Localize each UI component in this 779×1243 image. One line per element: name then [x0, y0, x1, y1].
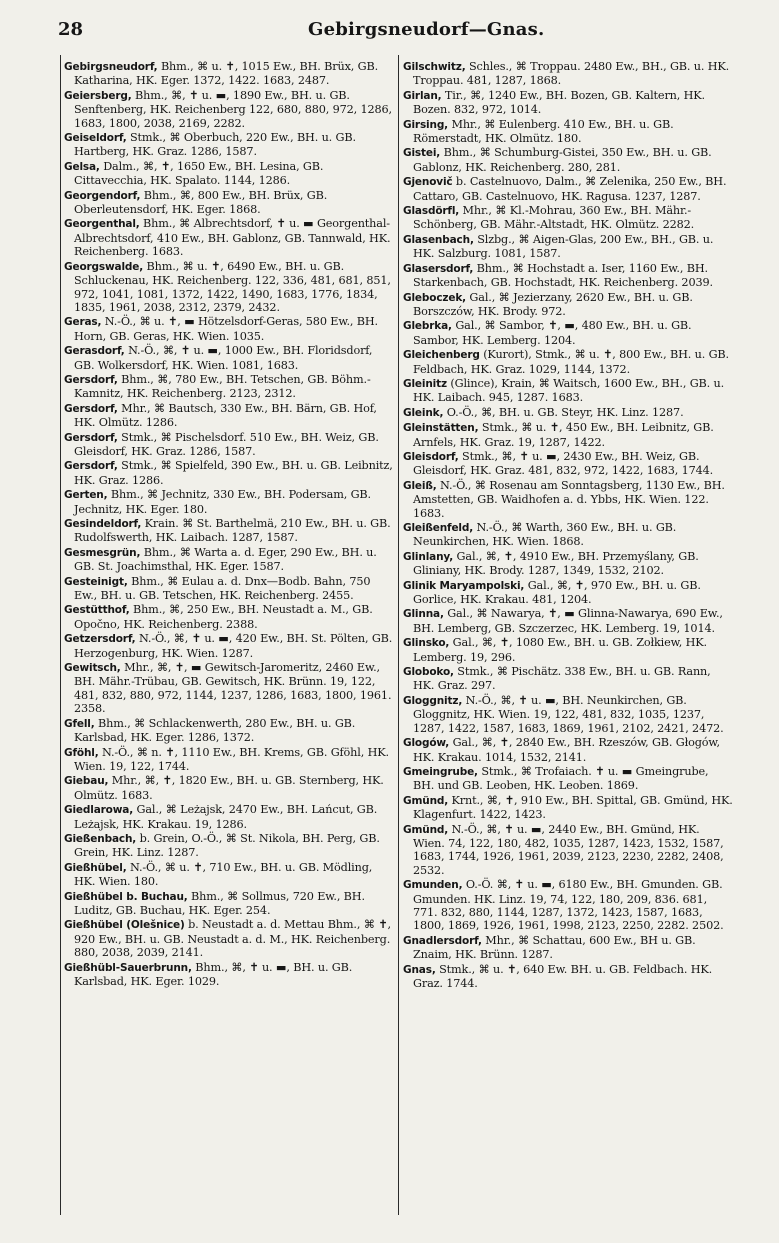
gazetteer-entry: [64, 189, 394, 217]
entry-text: Mhr., ⌘ Eulenberg. 410 Ew., BH. u. GB. Römerstadt, HK. Olmütz. 180.: [413, 117, 674, 146]
entry-text: Stmk., ⌘ u. ✝, 450 Ew., BH. Leibnitz, GB. Arnfels, HK. Graz. 19, 1287, 1422.: [413, 421, 714, 449]
gazetteer-entry: [64, 746, 394, 774]
gazetteer-entry: [64, 131, 394, 159]
gazetteer-entry: [64, 60, 394, 88]
entry-headword: Globoko,: [403, 666, 454, 679]
entry-text: Bhm., ⌘ Schumburg-Gistei, 350 Ew., BH. u. GB. Gablonz, HK. Reichenberg. 280, 281.: [413, 146, 712, 174]
entry-headword: Gleboczek,: [403, 291, 466, 304]
entry-headword: Geiersberg,: [64, 89, 132, 102]
entry-headword: Gleisdorf,: [403, 450, 459, 463]
entry-headword: Giedlarowa,: [64, 804, 134, 817]
gazetteer-entry: [403, 934, 733, 962]
entry-text: Stmk., ⌘, ✝ u. ▬, 2430 Ew., BH. Weiz, GB. Gleisdorf, HK. Graz. 481, 832, 972, 1422, 1683, 1744.: [413, 449, 714, 478]
entry-text: Bhm., ⌘, 800 Ew., BH. Brüx, GB. Oberleutensdorf, HK. Eger. 1868.: [74, 188, 328, 217]
entry-text: Gal., ⌘ Nawarya, ✝, ▬ Glinna-Nawarya, 690 Ew., BH. Lemberg, GB. Szczerzec, HK. Lemberg. 19, 1014.: [413, 607, 723, 635]
gazetteer-entry: [403, 765, 733, 793]
entry-text: Gal., ⌘, ✝, 2840 Ew., BH. Rzeszów, GB. Głogów, HK. Krakau. 1014, 1532, 2141.: [413, 736, 720, 764]
entry-headword: Gersdorf,: [64, 431, 118, 444]
entry-text: N.-Ö., ⌘, ✝ u. ▬, BH. Neunkirchen, GB. Gloggnitz, HK. Wien. 19, 122, 481, 832, 1035, 1237, 1287, 1422, 1587, 1683, 1869, 1961, 2102, 2421, 2472.: [413, 693, 724, 735]
entry-text: Bhm., ⌘ Albrechtsdorf, ✝ u. ▬ Georgenthal-Albrechtsdorf, 410 Ew., BH. Gablonz, GB. Tannwald, HK. Reichenberg. 1683.: [74, 217, 391, 259]
entry-headword: Gmeingrube,: [403, 765, 478, 778]
entry-text: b. Castelnuovo, Dalm., ⌘ Zelenika, 250 Ew., BH. Cattaro, GB. Castelnuovo, HK. Ragusa. 1237, 1287.: [413, 175, 727, 203]
gazetteer-entry: [64, 373, 394, 401]
entry-text: Krnt., ⌘, ✝, 910 Ew., BH. Spittal, GB. Gmünd, HK. Klagenfurt. 1422, 1423.: [413, 793, 733, 822]
entry-text: N.-Ö., ⌘ Rosenau am Sonntagsberg, 1130 Ew., BH. Amstetten, GB. Waidhofen a. d. Ybbs, HK. Wien. 122. 1683.: [413, 478, 725, 520]
entry-text: Slzbg., ⌘ Aigen-Glas, 200 Ew., BH., GB. u. HK. Salzburg. 1081, 1587.: [413, 232, 714, 261]
entry-text: Stmk., ⌘ Spielfeld, 390 Ew., BH. u. GB. Leibnitz, HK. Graz. 1286.: [74, 459, 393, 487]
entry-text: Bhm., ⌘ Warta a. d. Eger, 290 Ew., BH. u. GB. St. Joachimsthal, HK. Eger. 1587.: [74, 545, 377, 574]
gazetteer-entry: [64, 961, 394, 989]
entry-text: N.-Ö., ⌘ n. ✝, 1110 Ew., BH. Krems, GB. Gföhl, HK. Wien. 19, 122, 1744.: [74, 745, 389, 773]
entry-text: (Glince), Krain, ⌘ Waitsch, 1600 Ew., BH., GB. u. HK. Laibach. 945, 1287. 1683.: [413, 376, 725, 405]
entry-text: N.-Ö., ⌘ u. ✝, ▬ Hötzelsdorf-Geras, 580 Ew., BH. Horn, GB. Geras, HK. Wien. 1035.: [74, 315, 378, 343]
entry-headword: Glasersdorf,: [403, 262, 474, 275]
entry-headword: Gleinstätten,: [403, 422, 479, 435]
gazetteer-entry: [403, 794, 733, 822]
entry-text: Mhr., ⌘, ✝, 1820 Ew., BH. u. GB. Sternberg, HK. Olmütz. 1683.: [74, 774, 384, 802]
entry-headword: Glinlany,: [403, 550, 454, 563]
entry-text: Tir., ⌘, 1240 Ew., BH. Bozen, GB. Kaltern, HK. Bozen. 832, 972, 1014.: [413, 88, 705, 117]
column-divider: [398, 55, 399, 1215]
entry-headword: Gebirgsneudorf,: [64, 61, 158, 73]
entry-headword: Gmunden,: [403, 879, 463, 892]
gazetteer-entry: [64, 603, 394, 631]
entry-headword: Gföhl,: [64, 746, 99, 759]
gazetteer-entry: [403, 421, 733, 449]
gazetteer-entry: [403, 878, 733, 933]
gazetteer-entry: [403, 146, 733, 174]
entry-text: Bhm., ⌘, ✝ u. ▬, 1890 Ew., BH. u. GB. Senftenberg, HK. Reichenberg 122, 680, 880, 972, 1286, 1683, 1800, 2038, 2169, 2282.: [74, 88, 392, 130]
entry-text: N.-Ö., ⌘ Warth, 360 Ew., BH. u. GB. Neunkirchen, HK. Wien. 1868.: [413, 521, 677, 549]
entry-headword: Gießenbach,: [64, 832, 137, 845]
entry-headword: Geras,: [64, 316, 102, 329]
gazetteer-entry: [403, 694, 733, 735]
entry-headword: Georgendorf,: [64, 189, 141, 202]
gazetteer-entry: [403, 377, 733, 405]
entry-headword: Glinik Maryampolski,: [403, 579, 525, 592]
running-head: Gebirgsneudorf—Gnas.: [308, 19, 545, 40]
entry-text: Gal., ⌘ Jezierzany, 2620 Ew., BH. u. GB. Borszczów, HK. Brody. 972.: [413, 290, 693, 318]
entry-text: Bhm., ⌘, 250 Ew., BH. Neustadt a. M., GB. Opočno, HK. Reichenberg. 2388.: [74, 603, 373, 631]
gazetteer-entry: [403, 607, 733, 635]
gazetteer-entry: [64, 217, 394, 258]
entry-text: N.-Ö., ⌘, ✝ u. ▬, 420 Ew., BH. St. Pölten, GB. Herzogenburg, HK. Wien. 1287.: [74, 632, 393, 660]
page-number: 28: [58, 19, 84, 40]
gazetteer-entry: [403, 319, 733, 347]
entry-headword: Gleiß,: [403, 479, 437, 492]
gazetteer-entry: [403, 823, 733, 878]
entry-text: Dalm., ⌘, ✝, 1650 Ew., BH. Lesina, GB. Cittavecchia, HK. Spalato. 1144, 1286.: [74, 159, 324, 188]
entry-text: N.-Ö., ⌘, ✝ u. ▬, 1000 Ew., BH. Floridsdorf, GB. Wolkersdorf, HK. Wien. 1081, 1683.: [74, 344, 373, 372]
entry-headword: Geiseldorf,: [64, 132, 127, 145]
entry-headword: Gewitsch,: [64, 662, 121, 675]
entry-headword: Glinna,: [403, 608, 444, 621]
entry-text: Bhm., ⌘ Hochstadt a. Iser, 1160 Ew., BH. Starkenbach, GB. Hochstadt, HK. Reichenberg. 2039.: [413, 261, 713, 290]
gazetteer-entry: [403, 118, 733, 146]
entry-text: Bhm., ⌘ u. ✝, 6490 Ew., BH. u. GB. Schluckenau, HK. Reichenberg. 122, 336, 481, 681, 851, 972, 1041, 1081, 1372, 1422, 1490, 1683, 1776, 1834, 1835, 1961, 2038, 2312, 2379, 2432.: [74, 259, 391, 314]
gazetteer-entry: [403, 665, 733, 693]
gazetteer-entry: [64, 315, 394, 343]
page-header: [58, 13, 739, 43]
entry-headword: Gießhübel (Olešnice): [64, 919, 185, 932]
gazetteer-entry: [64, 459, 394, 487]
entry-text: O.-Ö., ⌘, BH. u. GB. Steyr, HK. Linz. 1287.: [443, 405, 684, 419]
entry-headword: Gesindeldorf,: [64, 518, 142, 530]
entry-headword: Gießhübel,: [64, 861, 127, 874]
gazetteer-entry: [403, 736, 733, 764]
entry-headword: Gnadlersdorf,: [403, 934, 482, 947]
entry-text: Bhm., ⌘ Jechnitz, 330 Ew., BH. Podersam, GB. Jechnitz, HK. Eger. 180.: [74, 488, 371, 516]
entry-text: Mhr., ⌘ Schattau, 600 Ew., BH u. GB. Znaim, HK. Brünn. 1287.: [413, 933, 696, 962]
entry-headword: Gilschwitz,: [403, 61, 466, 73]
gazetteer-entry: [64, 344, 394, 372]
entry-text: N.-Ö., ⌘ u. ✝, 710 Ew., BH. u. GB. Mödling, HK. Wien. 180.: [74, 860, 373, 889]
entry-headword: Gistei,: [403, 147, 441, 160]
left-column-rule: [60, 55, 61, 1215]
entry-headword: Girlan,: [403, 89, 442, 102]
entry-text: (Kurort), Stmk., ⌘ u. ✝, 800 Ew., BH. u. GB. Feldbach, HK. Graz. 1029, 1144, 1372.: [413, 348, 729, 376]
entry-headword: Gfell,: [64, 717, 95, 730]
entry-text: Stmk., ⌘ Oberbuch, 220 Ew., BH. u. GB. Hartberg, HK. Graz. 1286, 1587.: [74, 131, 356, 159]
entry-headword: Glebrka,: [403, 320, 452, 333]
entry-headword: Gerasdorf,: [64, 345, 125, 358]
entry-headword: Glogów,: [403, 737, 450, 750]
gazetteer-entry: [403, 262, 733, 290]
entry-headword: Gestütthof,: [64, 604, 130, 617]
entry-text: Stmk., ⌘ Pischelsdorf. 510 Ew., BH. Weiz, GB. Gleisdorf, HK. Graz. 1286, 1587.: [74, 430, 379, 458]
gazetteer-entry: [64, 803, 394, 831]
gazetteer-entry: [64, 832, 394, 860]
entry-headword: Gersdorf,: [64, 402, 118, 415]
entry-headword: Georgenthal,: [64, 218, 140, 231]
gazetteer-entry: [64, 89, 394, 130]
entry-text: Stmk., ⌘ Trofaiach. ✝ u. ▬ Gmeingrube, BH. und GB. Leoben, HK. Leoben. 1869.: [413, 764, 709, 793]
gazetteer-entry: [64, 546, 394, 574]
gazetteer-entry: [403, 233, 733, 261]
gazetteer-entry: [64, 575, 394, 603]
entry-text: Bhm., ⌘, ✝ u. ▬, BH. u. GB. Karlsbad, HK. Eger. 1029.: [74, 960, 353, 988]
gazetteer-entry: [403, 89, 733, 117]
gazetteer-entry: [64, 160, 394, 188]
entry-text: Bhm., ⌘ u. ✝, 1015 Ew., BH. Brüx, GB. Katharina, HK. Eger. 1372, 1422. 1683, 2487.: [74, 60, 378, 88]
entry-headword: Getzersdorf,: [64, 633, 136, 646]
entry-headword: Gleißenfeld,: [403, 522, 474, 534]
entry-text: Bhm., ⌘, 780 Ew., BH. Tetschen, GB. Böhm.-Kamnitz, HK. Reichenberg. 2123, 2312.: [74, 372, 371, 401]
gazetteer-entry: [403, 175, 733, 203]
gazetteer-entry: [64, 918, 394, 959]
entry-text: b. Neustadt a. d. Mettau Bhm., ⌘ ✝, 920 Ew., BH. u. GB. Neustadt a. d. M., HK. Reichenberg. 880, 2038, 2039, 2141.: [74, 918, 391, 960]
entry-headword: Giebau,: [64, 775, 109, 788]
entry-headword: Gesteinigt,: [64, 575, 128, 588]
entry-headword: Gerten,: [64, 489, 108, 502]
gazetteer-entry: [64, 661, 394, 716]
entry-headword: Gersdorf,: [64, 460, 118, 473]
gazetteer-entry: [64, 260, 394, 315]
gazetteer-entry: [64, 431, 394, 459]
entry-headword: Gmünd,: [403, 823, 449, 836]
entry-headword: Glinsko,: [403, 637, 450, 650]
gazetteer-entry: [403, 348, 733, 376]
entry-text: Schles., ⌘ Troppau. 2480 Ew., BH., GB. u. HK. Troppau. 481, 1287, 1868.: [413, 60, 730, 88]
entry-headword: Gesmesgrün,: [64, 546, 141, 559]
entry-text: b. Grein, O.-Ö., ⌘ St. Nikola, BH. Perg, GB. Grein, HK. Linz. 1287.: [74, 831, 380, 860]
entry-headword: Gmünd,: [403, 794, 449, 807]
entry-headword: Gleinitz: [403, 377, 447, 390]
entry-text: Krain. ⌘ St. Barthelmä, 210 Ew., BH. u. GB. Rudolfswerth, HK. Laibach. 1287, 1587.: [74, 517, 391, 545]
entry-headword: Girsing,: [403, 118, 449, 131]
entry-headword: Glasdörfl,: [403, 205, 460, 218]
entry-text: Mhr., ⌘ Kl.-Mohrau, 360 Ew., BH. Mähr.-Schönberg, GB. Mähr.-Altstadt, HK. Olmütz. 2282.: [413, 204, 695, 232]
entry-text: O.-Ö. ⌘, ✝ u. ▬, 6180 Ew., BH. Gmunden. GB. Gmunden. HK. Linz. 19, 74, 122, 180, 209, 836. 681, 771. 832, 880, 1144, 1287, 1372, 1423, 1587, 1683, 1800, 1869, 1926, 1961, 1998, 2123, 2250, 2282. 2502.: [413, 878, 724, 933]
left-column: [64, 60, 394, 989]
entry-headword: Gelsa,: [64, 160, 100, 173]
entry-text: Stmk., ⌘ Pischätz. 338 Ew., BH. u. GB. Rann, HK. Graz. 297.: [413, 665, 711, 693]
gazetteer-entry: [64, 632, 394, 660]
gazetteer-entry: [403, 60, 733, 88]
gazetteer-entry: [64, 717, 394, 745]
entry-text: Gal., ⌘ Sambor, ✝, ▬, 480 Ew., BH. u. GB. Sambor, HK. Lemberg. 1204.: [413, 319, 692, 347]
entry-text: Gal., ⌘ Leżajsk, 2470 Ew., BH. Lańcut, GB. Leżajsk, HK. Krakau. 19, 1286.: [74, 803, 378, 831]
entry-headword: Gnas,: [403, 963, 436, 976]
entry-text: Gal., ⌘, ✝, 4910 Ew., BH. Przemyślany, GB. Gliniany, HK. Brody. 1287, 1349, 1532, 2102.: [413, 549, 699, 578]
entry-headword: Gießhübl-Sauerbrunn,: [64, 961, 192, 974]
gazetteer-entry: [403, 579, 733, 607]
gazetteer-entry: [403, 406, 733, 420]
entry-text: Bhm., ⌘ Eulau a. d. Dnx—Bodb. Bahn, 750 Ew., BH. u. GB. Tetschen, HK. Reichenberg. 2455.: [74, 574, 371, 603]
gazetteer-entry: [64, 890, 394, 918]
gazetteer-entry: [403, 479, 733, 520]
gazetteer-entry: [403, 550, 733, 578]
gazetteer-entry: [403, 204, 733, 232]
entry-headword: Gersdorf,: [64, 373, 118, 386]
entry-text: Bhm., ⌘ Schlackenwerth, 280 Ew., BH. u. GB. Karlsbad, HK. Eger. 1286, 1372.: [74, 716, 356, 745]
gazetteer-entry: [64, 774, 394, 802]
gazetteer-entry: [64, 402, 394, 430]
gazetteer-entry: [64, 517, 394, 545]
gazetteer-entry: [64, 488, 394, 516]
entry-text: Gal., ⌘, ✝, 970 Ew., BH. u. GB. Gorlice, HK. Krakau. 481, 1204.: [413, 578, 701, 607]
gazetteer-entry: [403, 450, 733, 478]
entry-text: Bhm., ⌘ Sollmus, 720 Ew., BH. Luditz, GB. Buchau, HK. Eger. 254.: [74, 889, 365, 917]
entry-headword: Georgswalde,: [64, 260, 144, 273]
entry-headword: Glasenbach,: [403, 233, 474, 246]
gazetteer-entry: [64, 861, 394, 889]
entry-text: Stmk., ⌘ u. ✝, 640 Ew. BH. u. GB. Feldbach. HK. Graz. 1744.: [413, 962, 713, 990]
gazetteer-entry: [403, 291, 733, 319]
entry-text: N.-Ö., ⌘, ✝ u. ▬, 2440 Ew., BH. Gmünd, HK. Wien. 74, 122, 180, 482, 1035, 1287, 1423, 1532, 1587, 1683, 1744, 1926, 1961, 2039, 2123, 2230, 2282, 2408, 2532.: [413, 822, 724, 877]
gazetteer-entry: [403, 636, 733, 664]
entry-text: Gal., ⌘, ✝, 1080 Ew., BH. u. GB. Zołkiew, HK. Lemberg. 19, 296.: [413, 636, 707, 664]
entry-text: Mhr., ⌘ Bautsch, 330 Ew., BH. Bärn, GB. Hof, HK. Olmütz. 1286.: [74, 401, 377, 430]
entry-headword: Gjenovič: [403, 176, 453, 189]
entry-headword: Gloggnitz,: [403, 694, 463, 707]
entry-headword: Gleichenberg: [403, 349, 480, 362]
entry-text: Mhr., ⌘, ✝, ▬ Gewitsch-Jaromeritz, 2460 Ew., BH. Mähr.-Trübau, GB. Gewitsch, HK. Brünn. 19, 122, 481, 832, 880, 972, 1144, 1237, 1286, 1683, 1800, 1961. 2358.: [74, 661, 392, 716]
gazetteer-entry: [403, 963, 733, 991]
right-column: [403, 60, 733, 991]
entry-headword: Gleink,: [403, 406, 444, 419]
gazetteer-entry: [403, 521, 733, 549]
entry-headword: Gießhübel b. Buchau,: [64, 890, 188, 903]
